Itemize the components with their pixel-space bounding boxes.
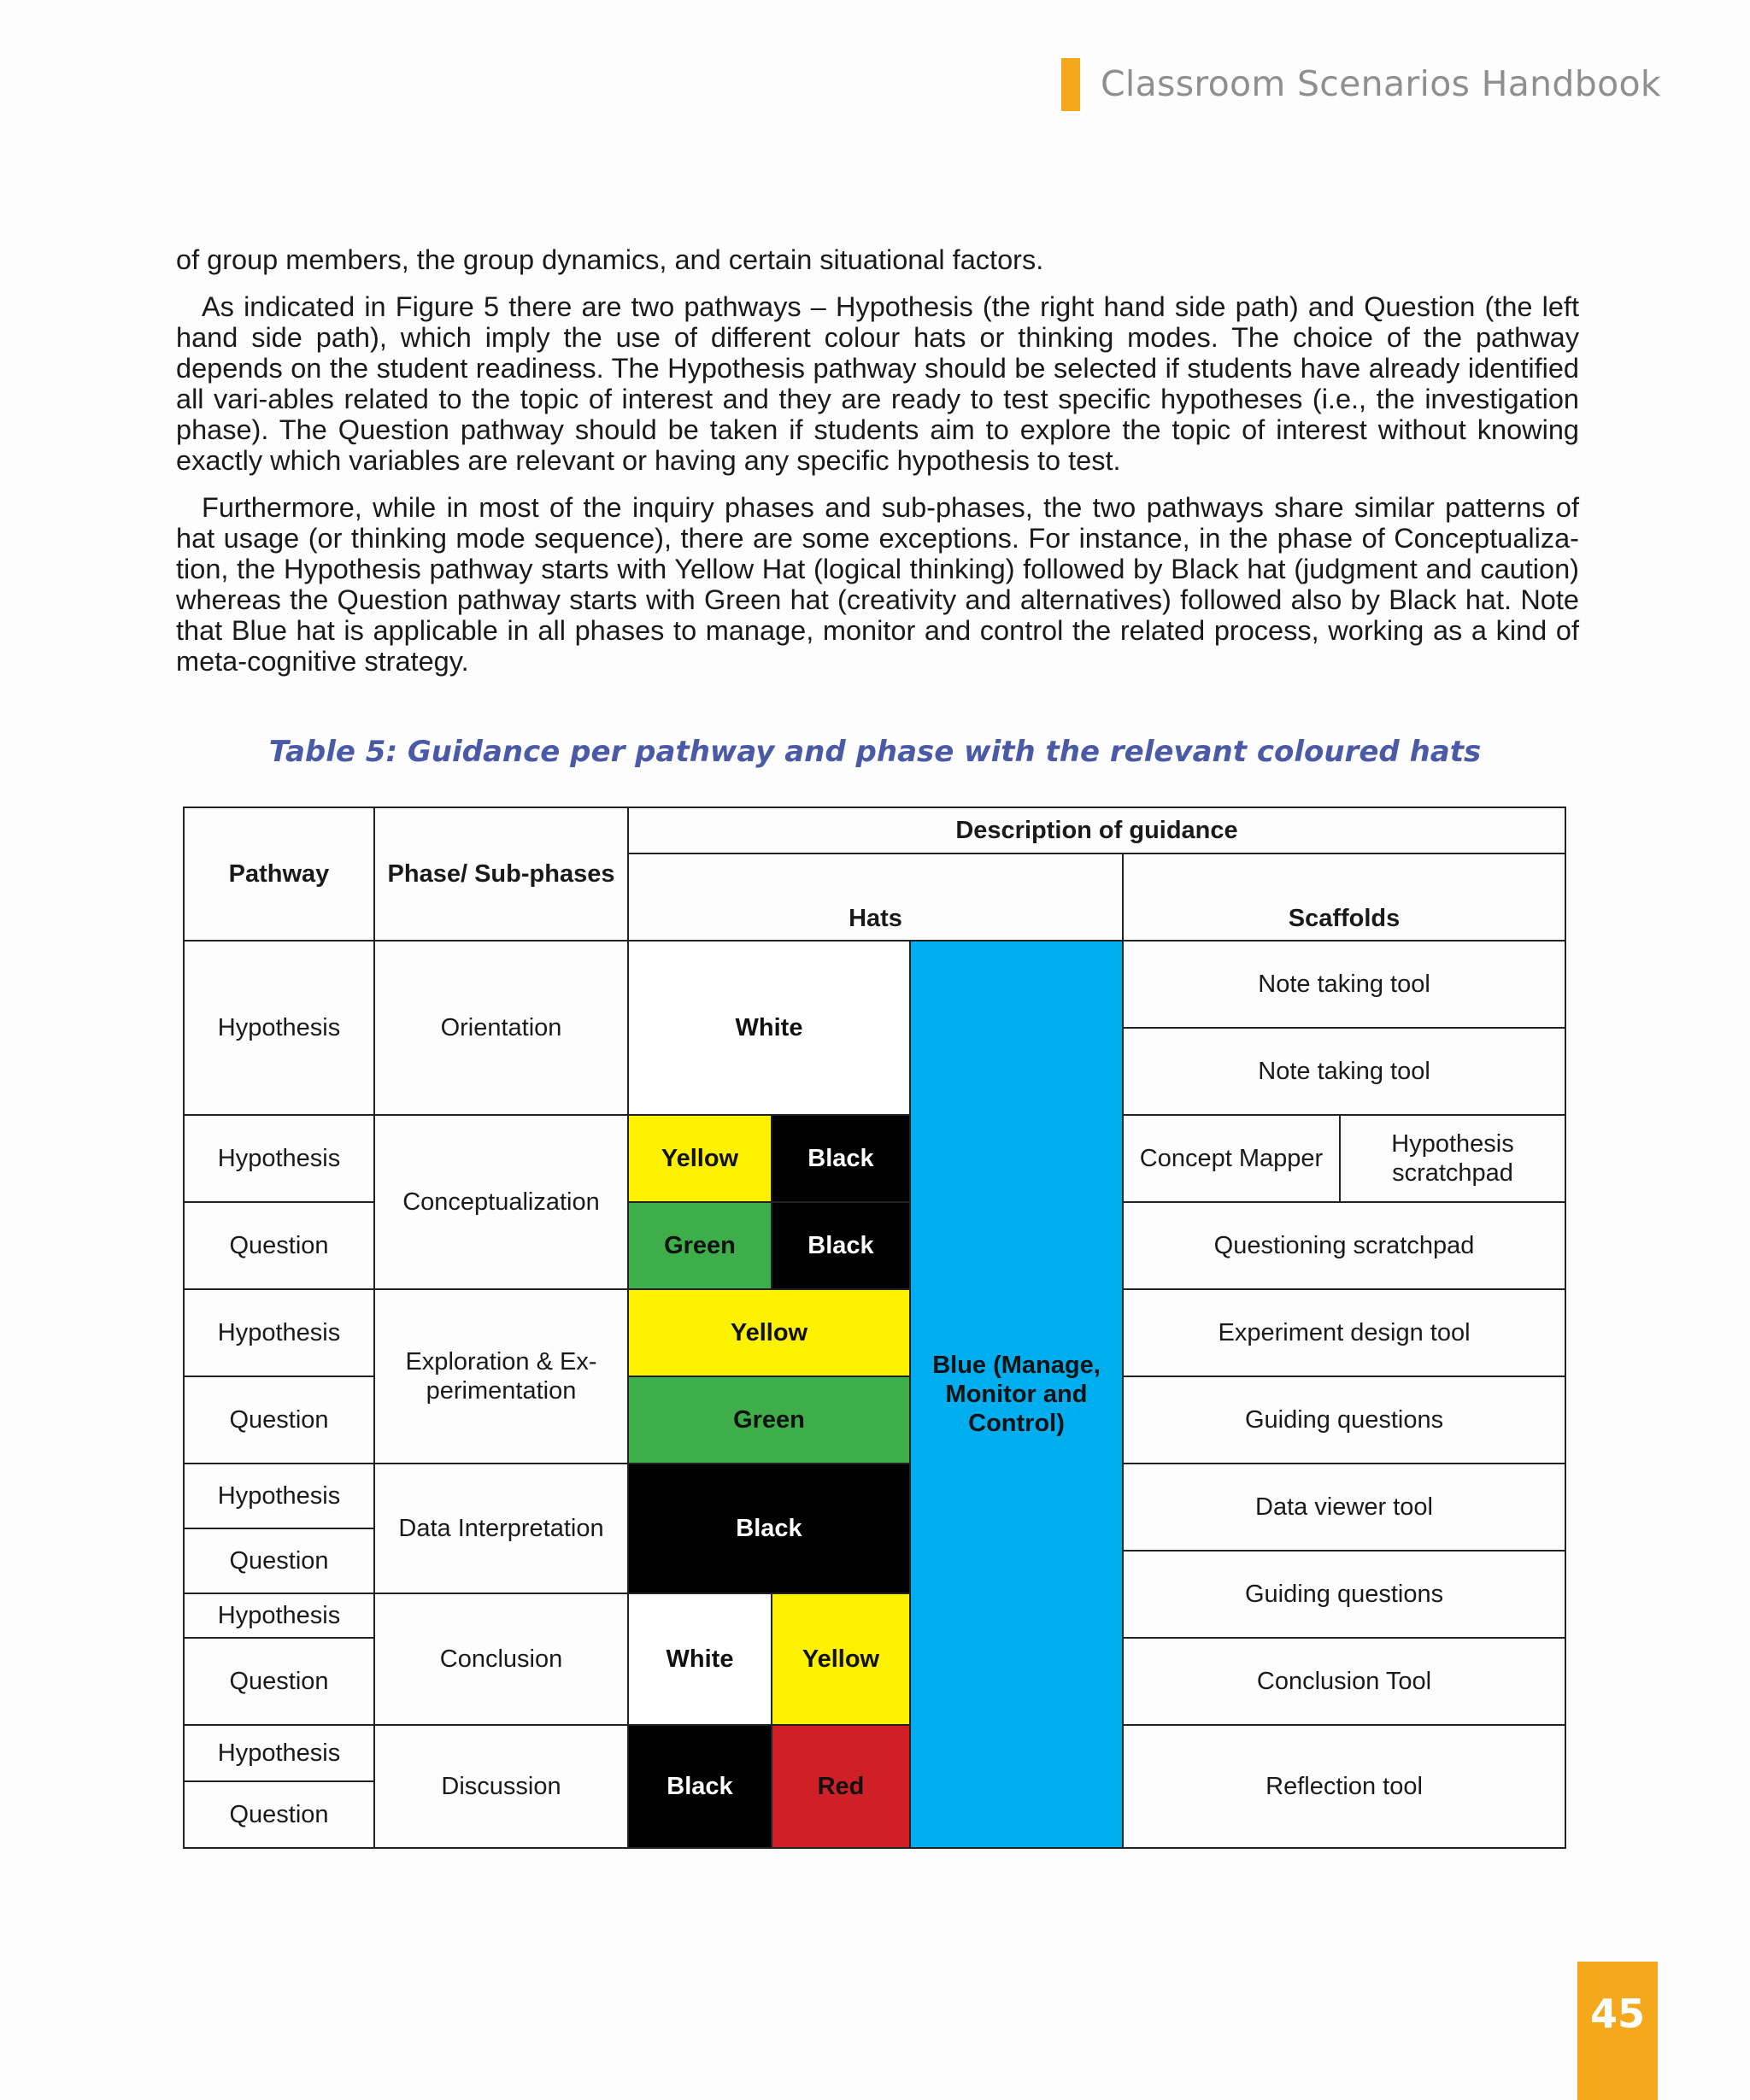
paragraph: of group members, the group dynamics, and certain situational factors. <box>176 244 1044 275</box>
phase-conclusion: Conclusion <box>374 1593 628 1725</box>
pathway-cell: Hypothesis <box>184 1593 374 1638</box>
hat-red: Red <box>772 1725 910 1848</box>
header-hats: Hats <box>628 853 1123 941</box>
pathway-cell: Question <box>184 1202 374 1289</box>
scaffold-cell: Note taking tool <box>1123 941 1565 1028</box>
pathway-cell: Hypothesis <box>184 1115 374 1202</box>
scaffold-cell: Hypothesis scratchpad <box>1340 1115 1565 1202</box>
pathway-cell: Question <box>184 1376 374 1464</box>
phase-exploration: Exploration & Ex-perimentation <box>374 1289 628 1464</box>
hat-white: White <box>628 1593 772 1725</box>
pathway-cell: Hypothesis <box>184 1464 374 1528</box>
hat-black: Black <box>772 1202 910 1289</box>
hat-green: Green <box>628 1376 910 1464</box>
running-header-title: Classroom Scenarios Handbook <box>1101 63 1661 104</box>
page-number: 45 <box>1589 1991 1645 2037</box>
pathway-cell: Question <box>184 1781 374 1848</box>
scaffold-cell: Concept Mapper <box>1123 1115 1340 1202</box>
scaffold-cell: Data viewer tool <box>1123 1464 1565 1551</box>
header-phase: Phase/ Sub-phases <box>374 807 628 941</box>
hat-green: Green <box>628 1202 772 1289</box>
header-description: Description of guidance <box>628 807 1565 853</box>
scaffold-cell: Note taking tool <box>1123 1028 1565 1115</box>
table-caption: Table 5: Guidance per pathway and phase with the relevant coloured hats <box>268 735 1482 769</box>
pathway-cell: Question <box>184 1638 374 1725</box>
pathway-cell: Hypothesis <box>184 1289 374 1376</box>
pathway-cell: Hypothesis <box>184 941 374 1115</box>
header-scaffolds: Scaffolds <box>1123 853 1565 941</box>
scaffold-cell: Guiding questions <box>1123 1376 1565 1464</box>
hat-black: Black <box>772 1115 910 1202</box>
header-accent-bar <box>1061 58 1080 111</box>
hat-yellow: Yellow <box>772 1593 910 1725</box>
scaffold-cell: Guiding questions <box>1123 1551 1565 1638</box>
guidance-table <box>183 807 1566 1849</box>
hat-white: White <box>628 941 910 1115</box>
paragraph: Furthermore, while in most of the inquiry phases and sub-phases, the two pathways share similar patterns of hat usage (or thinking mode sequence), there are some exceptions. For instance, in the phase of Conceptualiza-tion, the Hypothesis pathway starts with Yellow Hat (logical thinking) followed by Black hat (judgment and caution) whereas the Question pathway starts with Green hat (creativity and alternatives) followed also by Black hat. Note that Blue hat is applicable in all phases to manage, monitor and control the related process, working as a kind of meta-cognitive strategy. <box>176 492 1579 677</box>
scaffold-cell: Experiment design tool <box>1123 1289 1565 1376</box>
hat-black: Black <box>628 1464 910 1593</box>
hat-blue: Blue (Manage, Monitor and Control) <box>910 941 1123 1848</box>
pathway-cell: Question <box>184 1528 374 1593</box>
phase-orientation: Orientation <box>374 941 628 1115</box>
hat-black: Black <box>628 1725 772 1848</box>
hat-yellow: Yellow <box>628 1115 772 1202</box>
paragraph: As indicated in Figure 5 there are two pathways – Hypothesis (the right hand side path) and Question (the left hand side path), which imply the use of different colour hats or thinking modes. The choice of the pathway depends on the student readiness. The Hypothesis pathway should be selected if students have already identified all vari-ables related to the topic of interest and they are ready to test specific hypotheses (i.e., the investigation phase). The Question pathway should be taken if students aim to explore the topic of interest without knowing exactly which variables are relevant or having any specific hypothesis to test. <box>176 291 1579 476</box>
body-text <box>176 244 1579 693</box>
phase-conceptualization: Conceptualization <box>374 1115 628 1289</box>
scaffold-cell: Reflection tool <box>1123 1725 1565 1848</box>
phase-data-interpretation: Data Interpretation <box>374 1464 628 1593</box>
hat-yellow: Yellow <box>628 1289 910 1376</box>
phase-discussion: Discussion <box>374 1725 628 1848</box>
scaffold-cell: Conclusion Tool <box>1123 1638 1565 1725</box>
scaffold-cell: Questioning scratchpad <box>1123 1202 1565 1289</box>
header-pathway: Pathway <box>184 807 374 941</box>
pathway-cell: Hypothesis <box>184 1725 374 1781</box>
